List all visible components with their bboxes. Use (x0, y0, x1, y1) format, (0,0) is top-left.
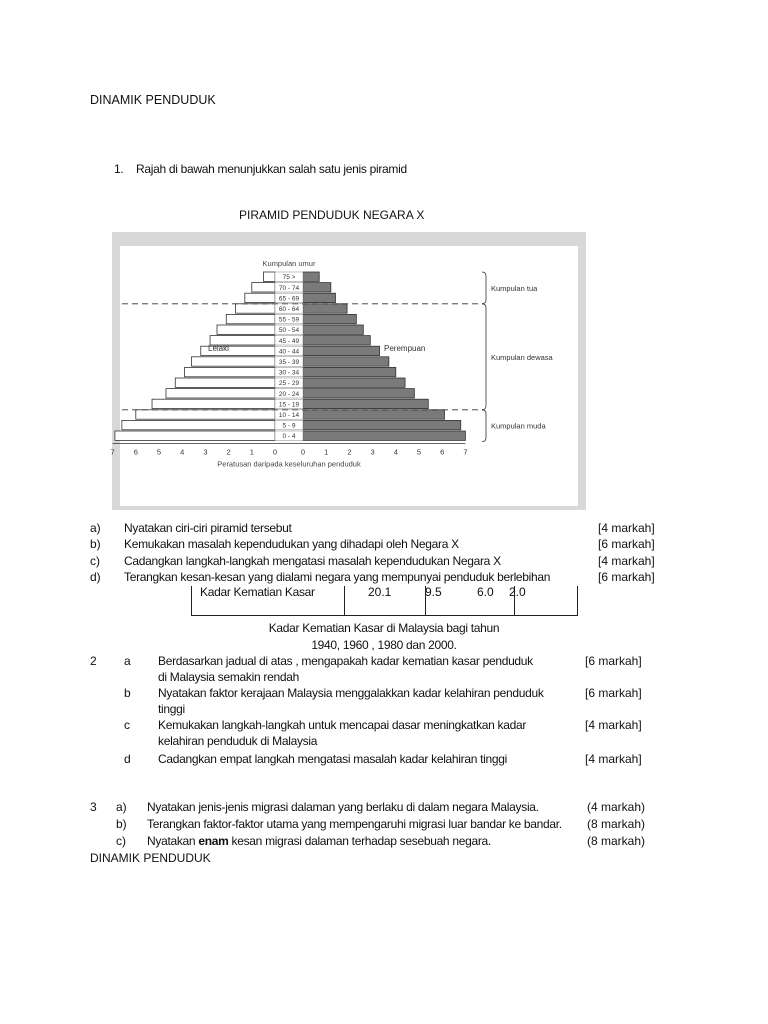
q2-item-letter: d (124, 752, 131, 766)
table-value: 6.0 (477, 585, 494, 599)
q2-item-letter: c (124, 718, 130, 732)
q2-item-line1: Kemukakan langkah-langkah untuk mencapai dasar meningkatkan kadar (158, 718, 527, 732)
figure-title: PIRAMID PENDUDUK NEGARA X (239, 208, 425, 222)
q1-item-letter: b) (90, 537, 101, 551)
male-bar (122, 420, 275, 429)
group-label: Kumpulan dewasa (491, 352, 553, 362)
q2-item-line1: Cadangkan empat langkah mengatasi masalah kadar kelahiran tinggi (158, 752, 508, 766)
group-label: Kumpulan tua (491, 283, 538, 293)
male-label: Lelaki (208, 344, 229, 353)
q1-item-text: Kemukakan masalah kependudukan yang dihadapi oleh Negara X (124, 537, 459, 551)
age-tick-label: 55 - 59 (278, 316, 300, 324)
table-value: 2.0 (509, 585, 526, 599)
x-tick-label: 6 (440, 447, 445, 457)
table-value: 9.5 (425, 585, 442, 599)
q3-item-text-before: Nyatakan (147, 834, 199, 848)
q3-item-text (147, 834, 491, 848)
age-tick-label: 15 - 19 (278, 401, 300, 409)
q3-item-marks: (8 markah) (587, 834, 646, 848)
female-bar (303, 314, 356, 323)
q1-item-marks: [4 markah] (598, 554, 655, 568)
female-bar (303, 346, 380, 355)
q3-item-marks: (4 markah) (587, 800, 646, 814)
q1-intro: Rajah di bawah menunjukkan salah satu jenis piramid (136, 162, 407, 176)
q2-item-marks: [6 markah] (585, 654, 642, 668)
male-bar (136, 410, 275, 419)
male-bar (263, 272, 275, 281)
q2-number: 2 (90, 654, 97, 668)
page-title: DINAMIK PENDUDUK (90, 93, 216, 107)
x-tick-label: 7 (463, 447, 468, 457)
age-tick-label: 70 - 74 (278, 284, 300, 292)
female-bar (303, 389, 414, 398)
male-bar (185, 367, 275, 376)
population-pyramid-chart (112, 232, 586, 510)
x-tick-label: 3 (370, 447, 375, 457)
age-tick-label: 0 - 4 (282, 433, 296, 441)
female-bar (303, 293, 335, 302)
female-bar (303, 367, 396, 376)
age-tick-label: 5 - 9 (282, 422, 296, 430)
female-bar (303, 378, 405, 387)
q1-item-text: Cadangkan langkah-langkah mengatasi masalah kependudukan Negara X (124, 554, 501, 568)
table-row-label: Kadar Kematian Kasar (200, 585, 315, 599)
male-bar (217, 325, 275, 334)
table-divider (344, 586, 345, 615)
male-bar (152, 399, 275, 408)
male-bar (252, 283, 275, 292)
table-value: 20.1 (368, 585, 392, 599)
female-bar (303, 325, 363, 334)
x-tick-label: 2 (226, 447, 231, 457)
x-tick-label: 7 (110, 447, 115, 457)
q3-item-letter: b) (116, 817, 127, 831)
male-bar (115, 431, 275, 440)
q2-item-marks: [4 markah] (585, 718, 642, 732)
q2-item-marks: [4 markah] (585, 752, 642, 766)
q1-item-marks: [4 markah] (598, 521, 655, 535)
x-tick-label: 1 (324, 447, 329, 457)
x-tick-label: 5 (416, 447, 422, 457)
x-tick-label: 0 (272, 447, 278, 457)
q2-item-marks: [6 markah] (585, 686, 642, 700)
q3-item-text: Nyatakan jenis-jenis migrasi dalaman yang berlaku di dalam negara Malaysia. (147, 800, 539, 814)
age-tick-label: 65 - 69 (278, 295, 300, 303)
x-tick-label: 6 (133, 447, 138, 457)
male-bar (191, 357, 275, 366)
q3-item-letter: c) (116, 834, 126, 848)
x-tick-label: 4 (180, 447, 185, 457)
female-bar (303, 357, 389, 366)
age-tick-label: 75 > (282, 274, 296, 282)
q1-item-text: Nyatakan ciri-ciri piramid tersebut (124, 521, 292, 535)
x-tick-label: 3 (203, 447, 208, 457)
female-bar (303, 399, 428, 408)
q1-number: 1. (114, 162, 124, 176)
death-rate-table (191, 586, 578, 616)
age-tick-label: 45 - 49 (278, 337, 300, 345)
q1-item-letter: d) (90, 570, 101, 584)
footer-title: DINAMIK PENDUDUK (90, 851, 211, 865)
female-label: Perempuan (384, 344, 426, 353)
age-tick-label: 35 - 39 (278, 359, 300, 366)
q1-item-marks: [6 markah] (598, 537, 655, 551)
age-axis-label: Kumpulan umur (262, 259, 316, 268)
female-bar (303, 431, 465, 440)
age-tick-label: 10 - 14 (278, 412, 300, 419)
q2-item-line2: di Malaysia semakin rendah (158, 670, 299, 684)
age-tick-label: 50 - 54 (278, 327, 300, 335)
x-tick-label: 5 (156, 447, 162, 457)
q1-item-letter: a) (90, 521, 101, 535)
age-tick-label: 20 - 24 (278, 390, 300, 398)
male-bar (236, 304, 275, 313)
q3-item-text-emphasis: enam (198, 834, 229, 848)
age-tick-label: 30 - 34 (278, 369, 300, 377)
q1-item-letter: c) (90, 554, 100, 568)
female-bar (303, 410, 445, 419)
male-bar (166, 389, 275, 398)
q3-item-letter: a) (116, 800, 127, 814)
q3-item-text: Terangkan faktor-faktor utama yang mempengaruhi migrasi luar bandar ke bandar. (147, 817, 562, 831)
q2-item-line1: Berdasarkan jadual di atas , mengapakah kadar kematian kasar penduduk (158, 654, 533, 668)
q2-item-line2: kelahiran penduduk di Malaysia (158, 734, 318, 748)
male-bar (175, 378, 275, 387)
q3-item-text-after: kesan migrasi dalaman terhadap sesebuah negara. (228, 834, 491, 848)
q2-item-letter: b (124, 686, 131, 700)
x-tick-label: 0 (300, 447, 306, 457)
q2-item-line2: tinggi (158, 702, 185, 716)
group-label: Kumpulan muda (491, 421, 546, 431)
x-tick-label: 2 (347, 447, 352, 457)
x-tick-label: 1 (249, 447, 254, 457)
female-bar (303, 272, 319, 281)
q3-item-marks: (8 markah) (587, 817, 646, 831)
age-tick-label: 25 - 29 (278, 380, 300, 388)
female-bar (303, 336, 370, 345)
age-tick-label: 40 - 44 (278, 348, 300, 356)
table-caption-line1: Kadar Kematian Kasar di Malaysia bagi tahun (268, 621, 500, 635)
male-bar (245, 293, 275, 302)
q1-item-marks: [6 markah] (598, 570, 655, 584)
female-bar (303, 420, 461, 429)
q3-number: 3 (90, 800, 97, 814)
female-bar (303, 283, 331, 292)
q2-item-letter: a (124, 654, 131, 668)
male-bar (226, 314, 275, 323)
x-tick-label: 4 (393, 447, 398, 457)
table-caption-line2: 1940, 1960 , 1980 dan 2000. (311, 638, 457, 652)
q2-item-line1: Nyatakan faktor kerajaan Malaysia menggalakkan kadar kelahiran penduduk (158, 686, 544, 700)
x-axis-label: Peratusan daripada keseluruhan penduduk (217, 459, 361, 469)
age-tick-label: 60 - 64 (278, 306, 300, 313)
female-bar (303, 304, 347, 313)
q1-item-text: Terangkan kesan-kesan yang dialami negara yang mempunyai penduduk berlebihan (124, 570, 551, 584)
